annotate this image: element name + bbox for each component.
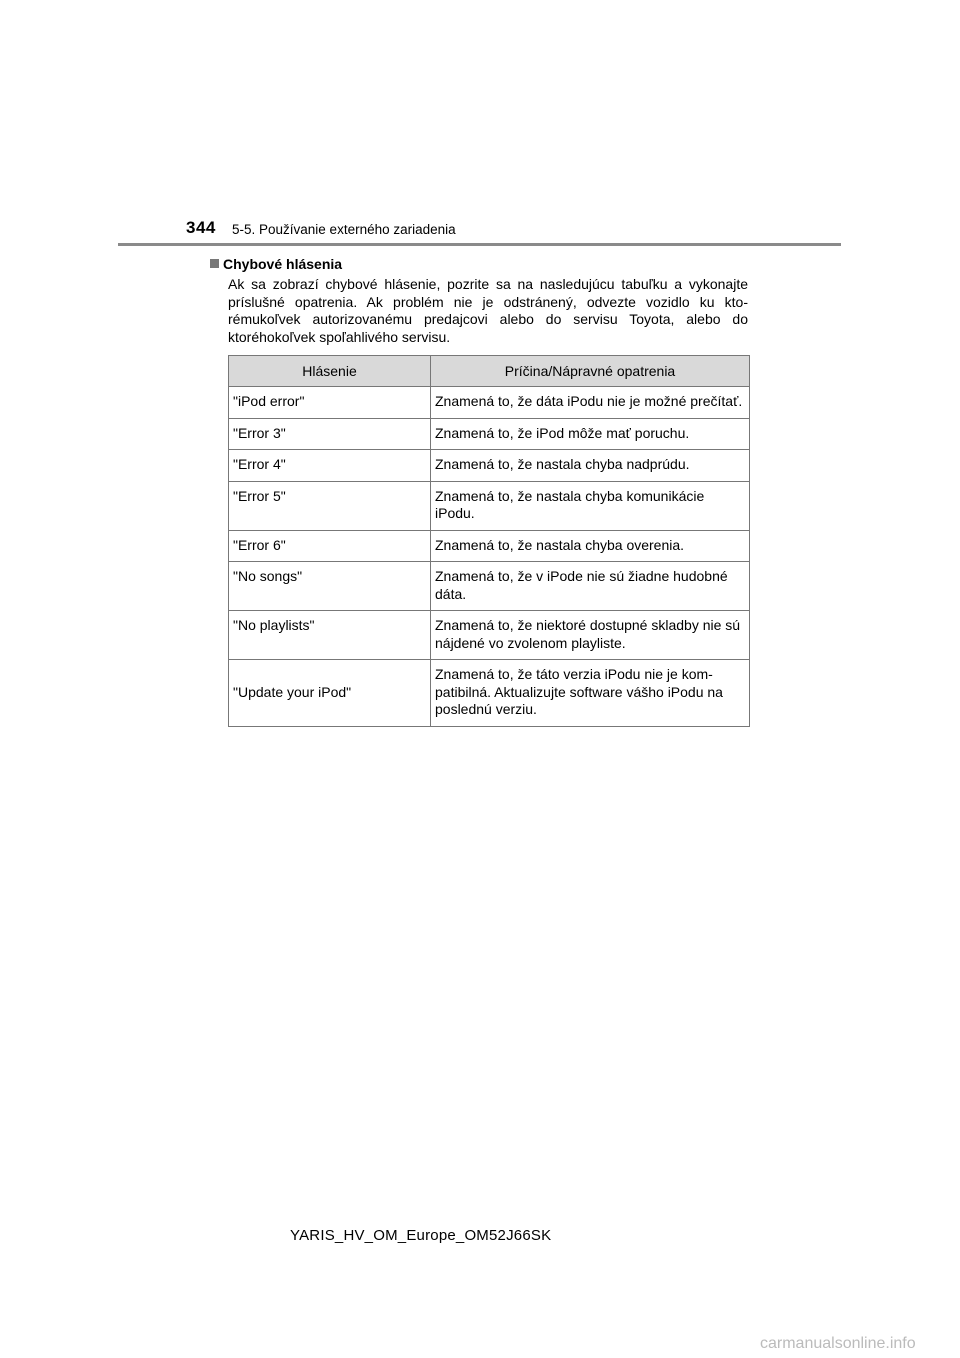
intro-paragraph: Ak sa zobrazí chybové hlásenie, pozrite sa na nasledujúcu tabuľku a vykonajte príslušné opatrenia. Ak problém nie je odstránený, odvezte vozidlo ku ktorémukoľvek autorizovanému predajcovi alebo do servisu Toyota, alebo do ktoréhokoľvek spoľahlivého servisu. — [228, 276, 748, 345]
document-code: YARIS_HV_OM_Europe_OM52J66SK — [290, 1227, 552, 1244]
watermark: carmanualsonline.info — [760, 1335, 916, 1352]
cause-cell: Znamená to, že táto verzia iPodu nie je kompatibilná. Aktualizujte software vášho iPodu na poslednú verziu. — [431, 660, 750, 727]
cause-cell: Znamená to, že nastala chyba overenia. — [431, 530, 750, 562]
table-row — [229, 387, 750, 419]
message-cell: "iPod error" — [229, 387, 431, 419]
cause-cell: Znamená to, že nastala chyba nadprúdu. — [431, 450, 750, 482]
error-messages-table — [228, 355, 750, 727]
subsection-heading — [210, 256, 342, 272]
cause-cell: Znamená to, že niektoré dostupné skladby nie sú nájdené vo zvolenom playliste. — [431, 611, 750, 660]
table-header-row — [229, 356, 750, 387]
cause-cell: Znamená to, že v iPode nie sú žiadne hudobné dáta. — [431, 562, 750, 611]
table-row — [229, 481, 750, 530]
header-cause: Príčina/Nápravné opatrenia — [431, 356, 750, 387]
square-bullet-icon — [210, 259, 219, 268]
message-cell: "No playlists" — [229, 611, 431, 660]
table-row — [229, 530, 750, 562]
header-message: Hlásenie — [229, 356, 431, 387]
message-cell: "Error 4" — [229, 450, 431, 482]
table-row — [229, 418, 750, 450]
table-row — [229, 611, 750, 660]
message-cell: "Error 5" — [229, 481, 431, 530]
page-number: 344 — [186, 218, 216, 237]
message-cell: "Error 6" — [229, 530, 431, 562]
header-divider — [118, 243, 841, 246]
table-row — [229, 450, 750, 482]
cause-cell: Znamená to, že iPod môže mať poruchu. — [431, 418, 750, 450]
table-row — [229, 562, 750, 611]
message-cell: "No songs" — [229, 562, 431, 611]
subsection-title: Chybové hlásenia — [223, 256, 343, 272]
table-row — [229, 660, 750, 727]
message-cell: "Update your iPod" — [229, 660, 431, 727]
cause-cell: Znamená to, že dáta iPodu nie je možné prečítať. — [431, 387, 750, 419]
message-cell: "Error 3" — [229, 418, 431, 450]
section-title: 5-5. Používanie externého zariadenia — [232, 222, 456, 237]
cause-cell: Znamená to, že nastala chyba komunikácie iPodu. — [431, 481, 750, 530]
